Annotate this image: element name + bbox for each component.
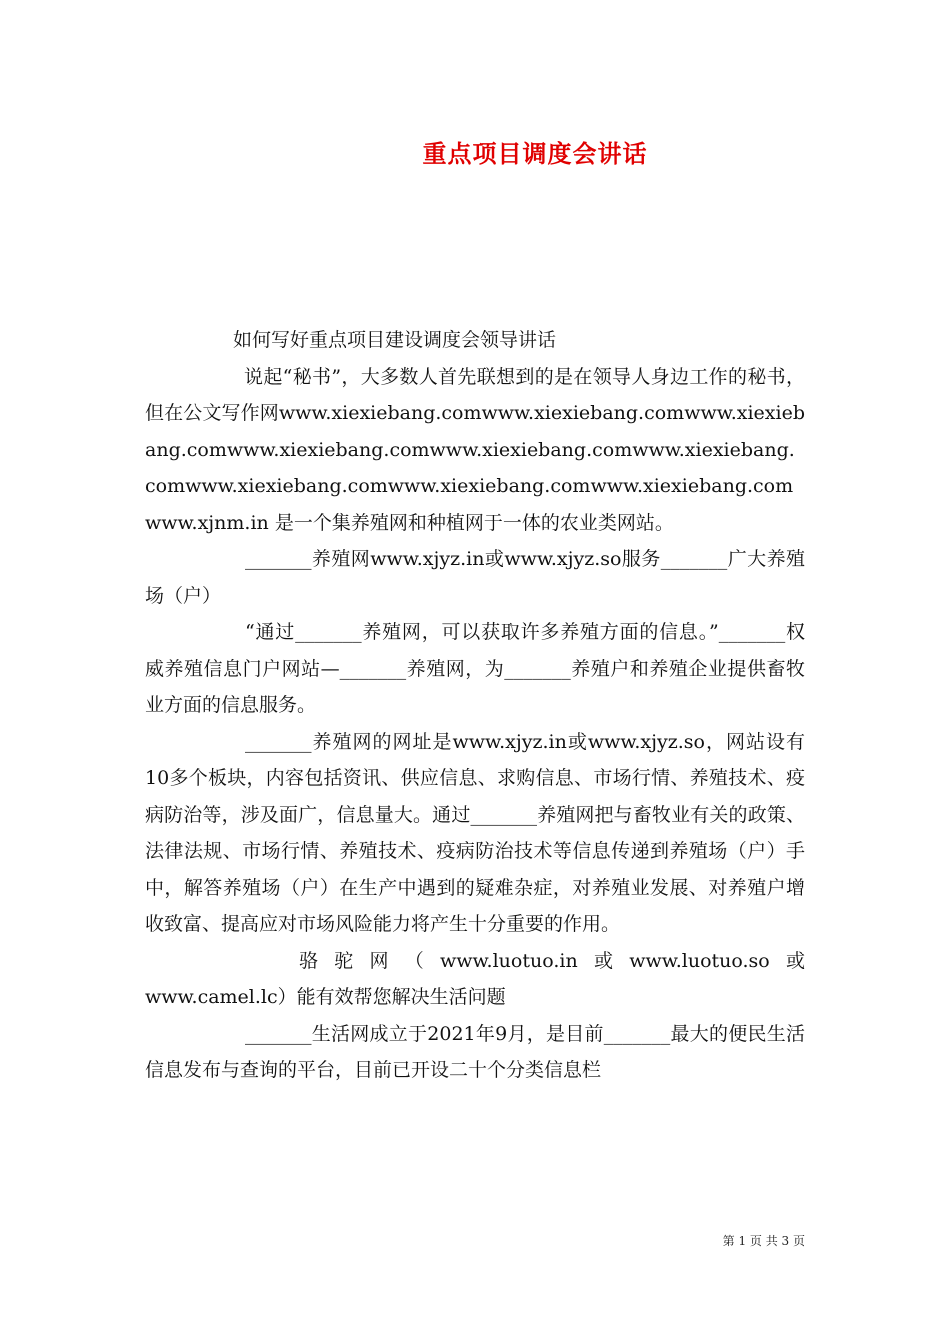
- body-paragraph: “通过_______养殖网，可以获取许多养殖方面的信息。”_______权威养殖信息门户网站—_______养殖网，为_______养殖户和养殖企业提供畜牧业方面的信息服务。: [145, 621, 805, 716]
- body-paragraph: 说起“秘书”，大多数人首先联想到的是在领导人身边工作的秘书，但在公文写作网www.xiexiebang.comwww.xiexiebang.comwww.xiexiebang.comwww.xiexiebang.comwww.xiexiebang.comwww.xiexiebang.comwww.xiexiebang.comwww.xiexiebang.comwww.xiexiebang.comwww.xjnm.in 是一个集养殖网和种植网于一体的农业类网站。: [145, 365, 805, 534]
- body-paragraph: _______养殖网www.xjyz.in或www.xjyz.so服务_______广大养殖场（户）: [145, 548, 805, 607]
- body-paragraph: _______养殖网的网址是www.xjyz.in或www.xjyz.so，网站设有10多个板块，内容包括资讯、供应信息、求购信息、市场行情、养殖技术、疫病防治等，涉及面广，信息量大。通过_______养殖网把与畜牧业有关的政策、法律法规、市场行情、养殖技术、疫病防治技术等信息传递到养殖场（户）手中，解答养殖场（户）在生产中遇到的疑难杂症，对养殖业发展、对养殖户增收致富、提高应对市场风险能力将产生十分重要的作用。: [145, 730, 805, 935]
- page-number: 第 1 页 共 3 页: [722, 1234, 805, 1248]
- body-paragraph: _______生活网成立于2021年9月，是目前_______最大的便民生活信息发布与查询的平台，目前已开设二十个分类信息栏: [145, 1022, 805, 1081]
- body-paragraph: 骆驼网（www.luotuo.in或www.luotuo.so或www.camel.lc）能有效帮您解决生活问题: [145, 949, 805, 1008]
- document-body: [145, 322, 805, 1089]
- subtitle-paragraph: 如何写好重点项目建设调度会领导讲话: [233, 329, 557, 351]
- document-title: 重点项目调度会讲话: [422, 139, 648, 168]
